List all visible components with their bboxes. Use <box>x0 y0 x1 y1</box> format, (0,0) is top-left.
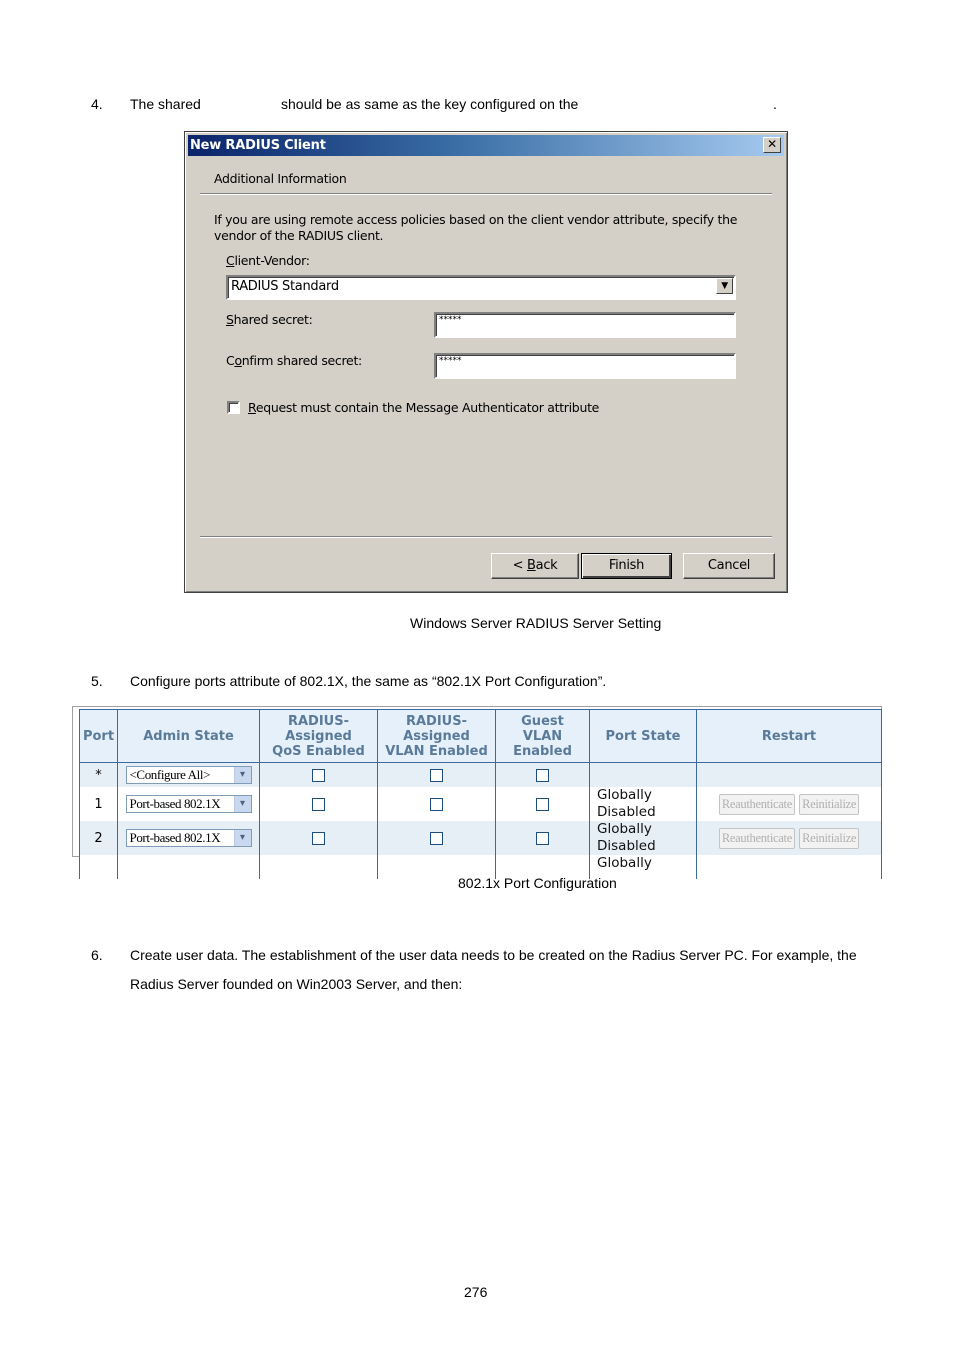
vlan-checkbox[interactable] <box>430 832 443 845</box>
confirm-secret-value: ***** <box>439 356 462 366</box>
guest-checkbox[interactable] <box>536 798 549 811</box>
chevron-down-icon[interactable]: ▼ <box>716 278 733 294</box>
client-vendor-value: RADIUS Standard <box>231 279 339 294</box>
vlan-cell <box>378 821 496 855</box>
qos-checkbox[interactable] <box>312 798 325 811</box>
port-state-line1: Globally <box>597 821 652 837</box>
qos-cell <box>260 855 378 879</box>
port-state-line2: Disabled <box>597 804 656 820</box>
restart-cell <box>697 787 882 821</box>
port-cell: * <box>80 763 118 788</box>
step-4-number: 4. <box>91 96 103 112</box>
step-6-line-2: Radius Server founded on Win2003 Server, and then: <box>130 976 463 992</box>
guest-checkbox[interactable] <box>536 769 549 782</box>
header-vlan-line2: Assigned <box>403 728 470 744</box>
admin-state-cell <box>118 787 260 821</box>
step-6-line-1: Create user data. The establishment of the user data needs to be created on the Radius Server PC. For example, the <box>130 947 857 963</box>
message-authenticator-label <box>248 400 599 415</box>
admin-state-value: <Configure All> <box>129 767 211 782</box>
shared-secret-accel: S <box>226 312 234 327</box>
chevron-down-icon[interactable]: ▾ <box>234 767 251 783</box>
client-vendor-select[interactable] <box>226 275 736 300</box>
caption-port-config: 802.1x Port Configuration <box>458 875 617 891</box>
admin-state-select[interactable] <box>126 766 252 784</box>
back-button-rest: ack <box>535 558 558 573</box>
port-cell: 1 <box>80 787 118 821</box>
page-number: 276 <box>464 1284 488 1300</box>
table-row <box>80 763 882 788</box>
back-button[interactable] <box>491 553 579 579</box>
confirm-secret-input[interactable] <box>434 353 736 379</box>
client-vendor-label-rest: lient-Vendor: <box>234 253 310 268</box>
caption-radius-setting: Windows Server RADIUS Server Setting <box>410 615 662 631</box>
admin-state-value: Port-based 802.1X <box>129 796 221 811</box>
description-line-2: vendor of the RADIUS client. <box>214 228 384 243</box>
chevron-down-icon[interactable]: ▾ <box>234 796 251 812</box>
confirm-secret-label <box>226 353 362 368</box>
back-button-pre: < <box>512 558 528 573</box>
dialog-title-bar[interactable] <box>188 135 784 156</box>
back-button-accel: B <box>527 558 536 573</box>
vlan-checkbox[interactable] <box>430 769 443 782</box>
finish-button[interactable]: Finish <box>581 553 672 579</box>
vlan-checkbox[interactable] <box>430 798 443 811</box>
port-config-table <box>79 709 882 879</box>
header-port: Port <box>80 710 118 763</box>
chevron-down-icon[interactable]: ▾ <box>234 830 251 846</box>
restart-cell <box>697 855 882 879</box>
port-state-cell <box>590 821 697 855</box>
header-vlan-line1: RADIUS- <box>405 713 467 729</box>
guest-checkbox[interactable] <box>536 832 549 845</box>
message-authenticator-checkbox[interactable] <box>227 401 240 414</box>
reinitialize-button[interactable]: Reinitialize <box>799 794 859 815</box>
header-qos-line3: QoS Enabled <box>272 743 365 759</box>
message-authenticator-label-rest: equest must contain the Message Authenticator attribute <box>255 400 600 415</box>
shared-secret-label <box>226 312 313 327</box>
client-vendor-label <box>226 253 310 268</box>
header-guest-line3: Enabled <box>513 743 572 759</box>
vlan-cell <box>378 787 496 821</box>
header-guest-line1: Guest <box>521 713 564 729</box>
port-cell <box>80 855 118 879</box>
header-vlan-enabled <box>378 710 496 763</box>
confirm-secret-label-pre: C <box>226 353 235 368</box>
client-vendor-accel: C <box>226 253 235 268</box>
step-5-text: Configure ports attribute of 802.1X, the same as “802.1X Port Configuration”. <box>130 673 607 689</box>
shared-secret-input[interactable] <box>434 312 736 338</box>
qos-cell <box>260 787 378 821</box>
port-state-cell <box>590 787 697 821</box>
port-state-cell <box>590 763 697 788</box>
header-qos-enabled <box>260 710 378 763</box>
table-row <box>80 787 882 821</box>
new-radius-client-dialog <box>184 131 788 593</box>
reinitialize-button[interactable]: Reinitialize <box>799 828 859 849</box>
footer-divider <box>200 536 772 538</box>
reauthenticate-button[interactable]: Reauthenticate <box>719 794 795 815</box>
guest-cell <box>496 821 590 855</box>
header-qos-line2: Assigned <box>285 728 352 744</box>
header-port-state: Port State <box>590 710 697 763</box>
cancel-button[interactable]: Cancel <box>683 553 775 579</box>
qos-cell <box>260 821 378 855</box>
port-state-line1: Globally <box>597 855 652 871</box>
qos-cell <box>260 763 378 788</box>
header-restart: Restart <box>697 710 882 763</box>
restart-cell <box>697 763 882 788</box>
port-cell: 2 <box>80 821 118 855</box>
step-5-number: 5. <box>91 673 103 689</box>
port-state-line2: Disabled <box>597 838 656 854</box>
header-qos-line1: RADIUS- <box>287 713 349 729</box>
header-divider <box>200 193 772 195</box>
restart-cell <box>697 821 882 855</box>
close-icon[interactable]: ✕ <box>763 137 781 153</box>
step-4-text-part3: . <box>773 96 777 112</box>
header-vlan-line3: VLAN Enabled <box>385 743 488 759</box>
step-4-text-part1: The shared <box>130 96 201 112</box>
shared-secret-value: ***** <box>439 315 462 325</box>
admin-state-select[interactable] <box>126 795 252 813</box>
table-row <box>80 821 882 855</box>
reauthenticate-button[interactable]: Reauthenticate <box>719 828 795 849</box>
step-6-number: 6. <box>91 947 103 963</box>
admin-state-cell <box>118 821 260 855</box>
step-4-text-part2: should be as same as the key configured on the <box>281 96 579 112</box>
admin-state-cell <box>118 855 260 879</box>
description-line-1: If you are using remote access policies based on the client vendor attribute, specify the <box>214 212 738 227</box>
confirm-secret-label-rest: nfirm shared secret: <box>241 353 362 368</box>
header-admin-state: Admin State <box>118 710 260 763</box>
qos-checkbox[interactable] <box>312 769 325 782</box>
guest-cell <box>496 763 590 788</box>
section-header: Additional Information <box>214 171 347 186</box>
qos-checkbox[interactable] <box>312 832 325 845</box>
admin-state-value: Port-based 802.1X <box>129 830 221 845</box>
vlan-cell <box>378 763 496 788</box>
port-config-table-frame <box>72 706 882 871</box>
confirm-secret-accel: o <box>234 353 242 368</box>
admin-state-cell <box>118 763 260 788</box>
header-guest-vlan <box>496 710 590 763</box>
shared-secret-label-rest: hared secret: <box>233 312 313 327</box>
message-authenticator-accel: R <box>248 400 256 415</box>
dialog-title: New RADIUS Client <box>190 138 326 153</box>
guest-cell <box>496 787 590 821</box>
header-guest-line2: VLAN <box>522 728 563 744</box>
port-state-line1: Globally <box>597 787 652 803</box>
admin-state-select[interactable] <box>126 829 252 847</box>
